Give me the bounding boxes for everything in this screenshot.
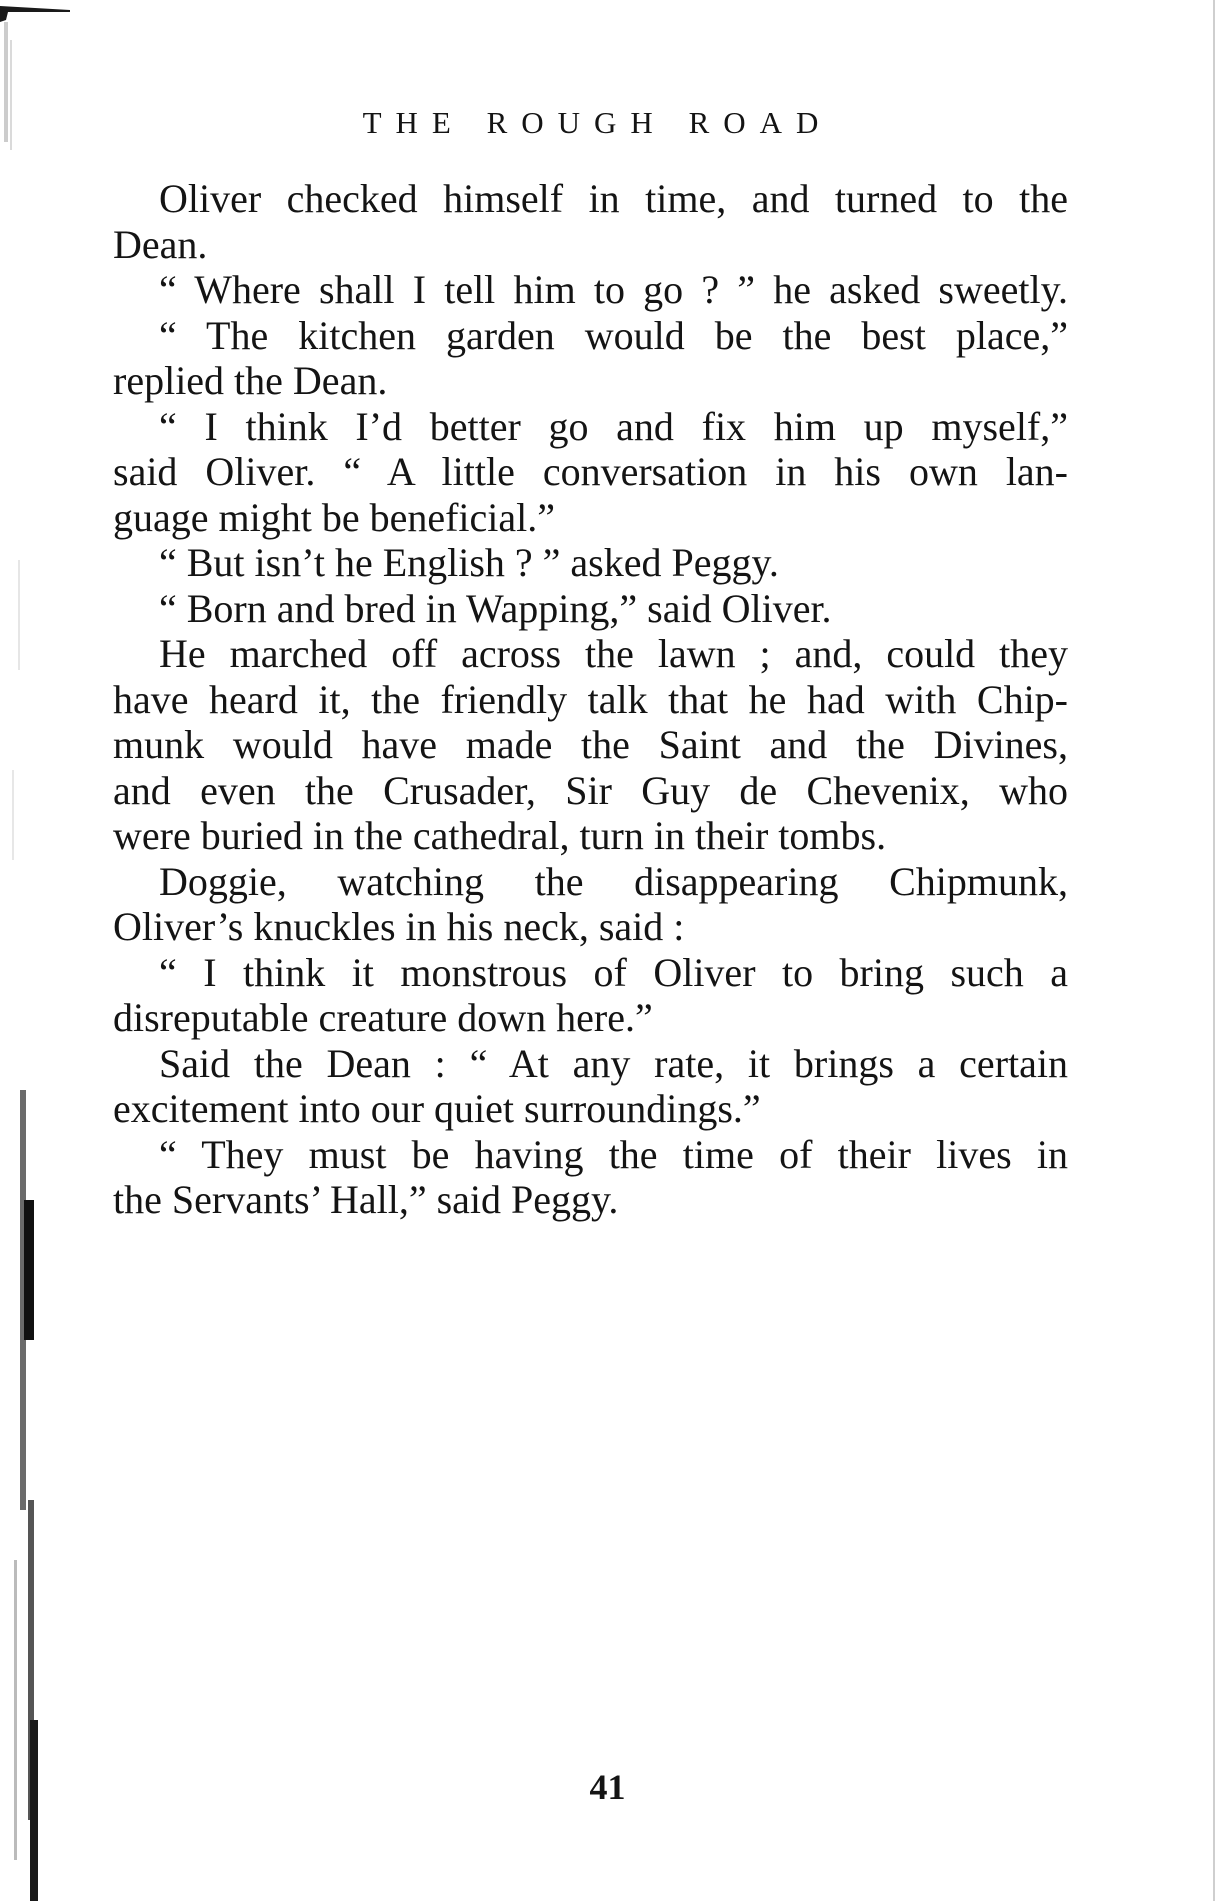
text-line: “ I think it monstrous of Oliver to bring such a [159, 949, 1068, 995]
text-line: the Servants’ Hall,” said Peggy. [113, 1177, 619, 1222]
text-line: excitement into our quiet surroundings.” [113, 1086, 761, 1131]
text-line: “ Where shall I tell him to go ? ” he asked sweetly. [159, 267, 1068, 312]
text-line: replied the Dean. [113, 358, 388, 403]
text-line: and even the Crusader, Sir Guy de Chevenix, who [113, 767, 1068, 813]
text-line: Doggie, watching the disappearing Chipmunk, [159, 858, 1068, 904]
text-line: “ But isn’t he English ? ” asked Peggy. [159, 540, 779, 585]
text-line: munk would have made the Saint and the Divines, [113, 722, 1068, 767]
text-line: He marched off across the lawn ; and, could they [159, 631, 1068, 676]
text-line: “ The kitchen garden would be the best place,” [159, 312, 1068, 358]
text-line: have heard it, the friendly talk that he had with Chip- [113, 676, 1068, 722]
text-line: Oliver checked himself in time, and turned to the [159, 176, 1068, 221]
text-line: said Oliver. “ A little conversation in his own lan- [113, 449, 1068, 494]
page-number: 41 [589, 1767, 626, 1807]
text-line: Oliver’s knuckles in his neck, said : [113, 904, 685, 949]
text-line: Said the Dean : “ At any rate, it brings a certain [159, 1040, 1068, 1086]
running-head: THE ROUGH ROAD [362, 105, 833, 140]
text-line: “ I think I’d better go and fix him up myself,” [159, 403, 1068, 449]
text-line: disreputable creature down here.” [113, 995, 653, 1040]
text-line: “ They must be having the time of their lives in [159, 1131, 1068, 1177]
text-line: guage might be beneficial.” [113, 494, 556, 540]
text-line: Dean. [113, 221, 208, 267]
body-text [113, 176, 1068, 1223]
text-line: were buried in the cathedral, turn in their tombs. [113, 813, 887, 858]
text-line: “ Born and bred in Wapping,” said Oliver. [159, 585, 832, 631]
binding-edge-shadow [0, 0, 70, 1901]
